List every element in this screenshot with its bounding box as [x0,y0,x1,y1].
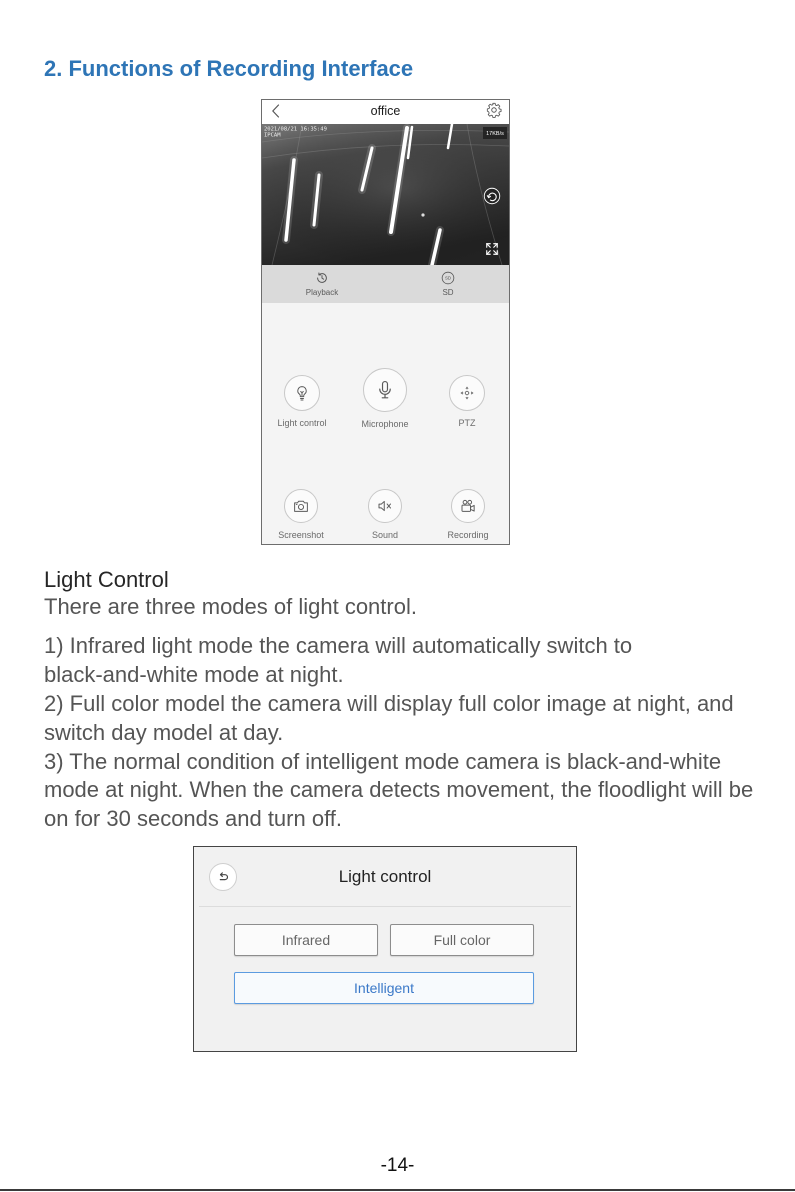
body-line: mode at night. When the camera detects movement, the floodlight will be [44,777,754,802]
page-number: -14- [380,1155,415,1176]
bulb-icon [293,384,311,402]
svg-text:SD: SD [444,275,452,281]
bottom-rule [0,1189,795,1191]
sound-button[interactable] [353,489,417,540]
camera-icon [292,497,310,515]
light-control-label: Light control [277,418,327,428]
recording-button[interactable] [436,489,500,540]
recording-interface-screenshot [261,99,510,545]
camera-name-overlay: IPCAM [264,132,281,139]
device-title: office [370,104,401,118]
light-control-circle[interactable] [284,375,320,411]
timestamp-overlay: 2021/08/21 16:35:49 [264,126,327,133]
rotate-icon[interactable] [483,187,501,205]
body-line: on for 30 seconds and turn off. [44,806,343,831]
light-control-title: Light control [338,867,432,886]
ptz-circle[interactable] [449,375,485,411]
ptz-label: PTZ [458,418,476,428]
screenshot-label: Screenshot [278,530,324,540]
history-icon [315,271,329,285]
video-camera-icon [459,497,477,515]
full-color-mode-label: Full color [433,932,491,948]
playback-button[interactable] [292,271,352,298]
intelligent-mode-button[interactable] [234,972,534,1004]
intelligent-mode-label: Intelligent [354,980,414,996]
ptz-icon [458,384,476,402]
body-line: There are three modes of light control. [44,594,417,619]
bitrate-badge: 17KB/s [486,131,504,138]
full-color-mode-button[interactable] [390,924,534,956]
body-line: switch day model at day. [44,720,284,745]
light-control-button[interactable] [270,375,334,428]
infrared-mode-button[interactable] [234,924,378,956]
sd-card-button[interactable] [418,271,478,298]
speaker-mute-icon [376,497,394,515]
recording-label: Recording [447,530,489,540]
microphone-circle[interactable] [363,368,407,412]
microphone-icon [374,379,396,401]
body-line: 2) Full color model the camera will display full color image at night, and [44,691,734,716]
sound-label: Sound [371,530,399,540]
sound-circle[interactable] [368,489,402,523]
sd-card-label: SD [442,288,454,297]
section-heading: 2. Functions of Recording Interface [44,56,414,81]
body-line: black-and-white mode at night. [44,662,344,687]
light-control-screenshot [193,846,577,1052]
playback-label: Playback [305,288,339,297]
microphone-label: Microphone [361,419,409,429]
sd-card-icon [441,271,455,285]
infrared-mode-label: Infrared [281,932,331,948]
ptz-button[interactable] [435,375,499,428]
body-line: 3) The normal condition of intelligent mode camera is black-and-white [44,749,722,774]
light-control-heading: Light Control [44,567,169,592]
fullscreen-icon[interactable] [484,241,500,257]
body-line: 1) Infrared light mode the camera will automatically switch to [44,633,633,658]
gear-icon[interactable] [486,102,502,118]
microphone-button[interactable] [353,368,417,429]
camera-live-view [262,124,509,265]
recording-circle[interactable] [451,489,485,523]
screenshot-button[interactable] [269,489,333,540]
screenshot-circle[interactable] [284,489,318,523]
header-divider [199,906,571,907]
